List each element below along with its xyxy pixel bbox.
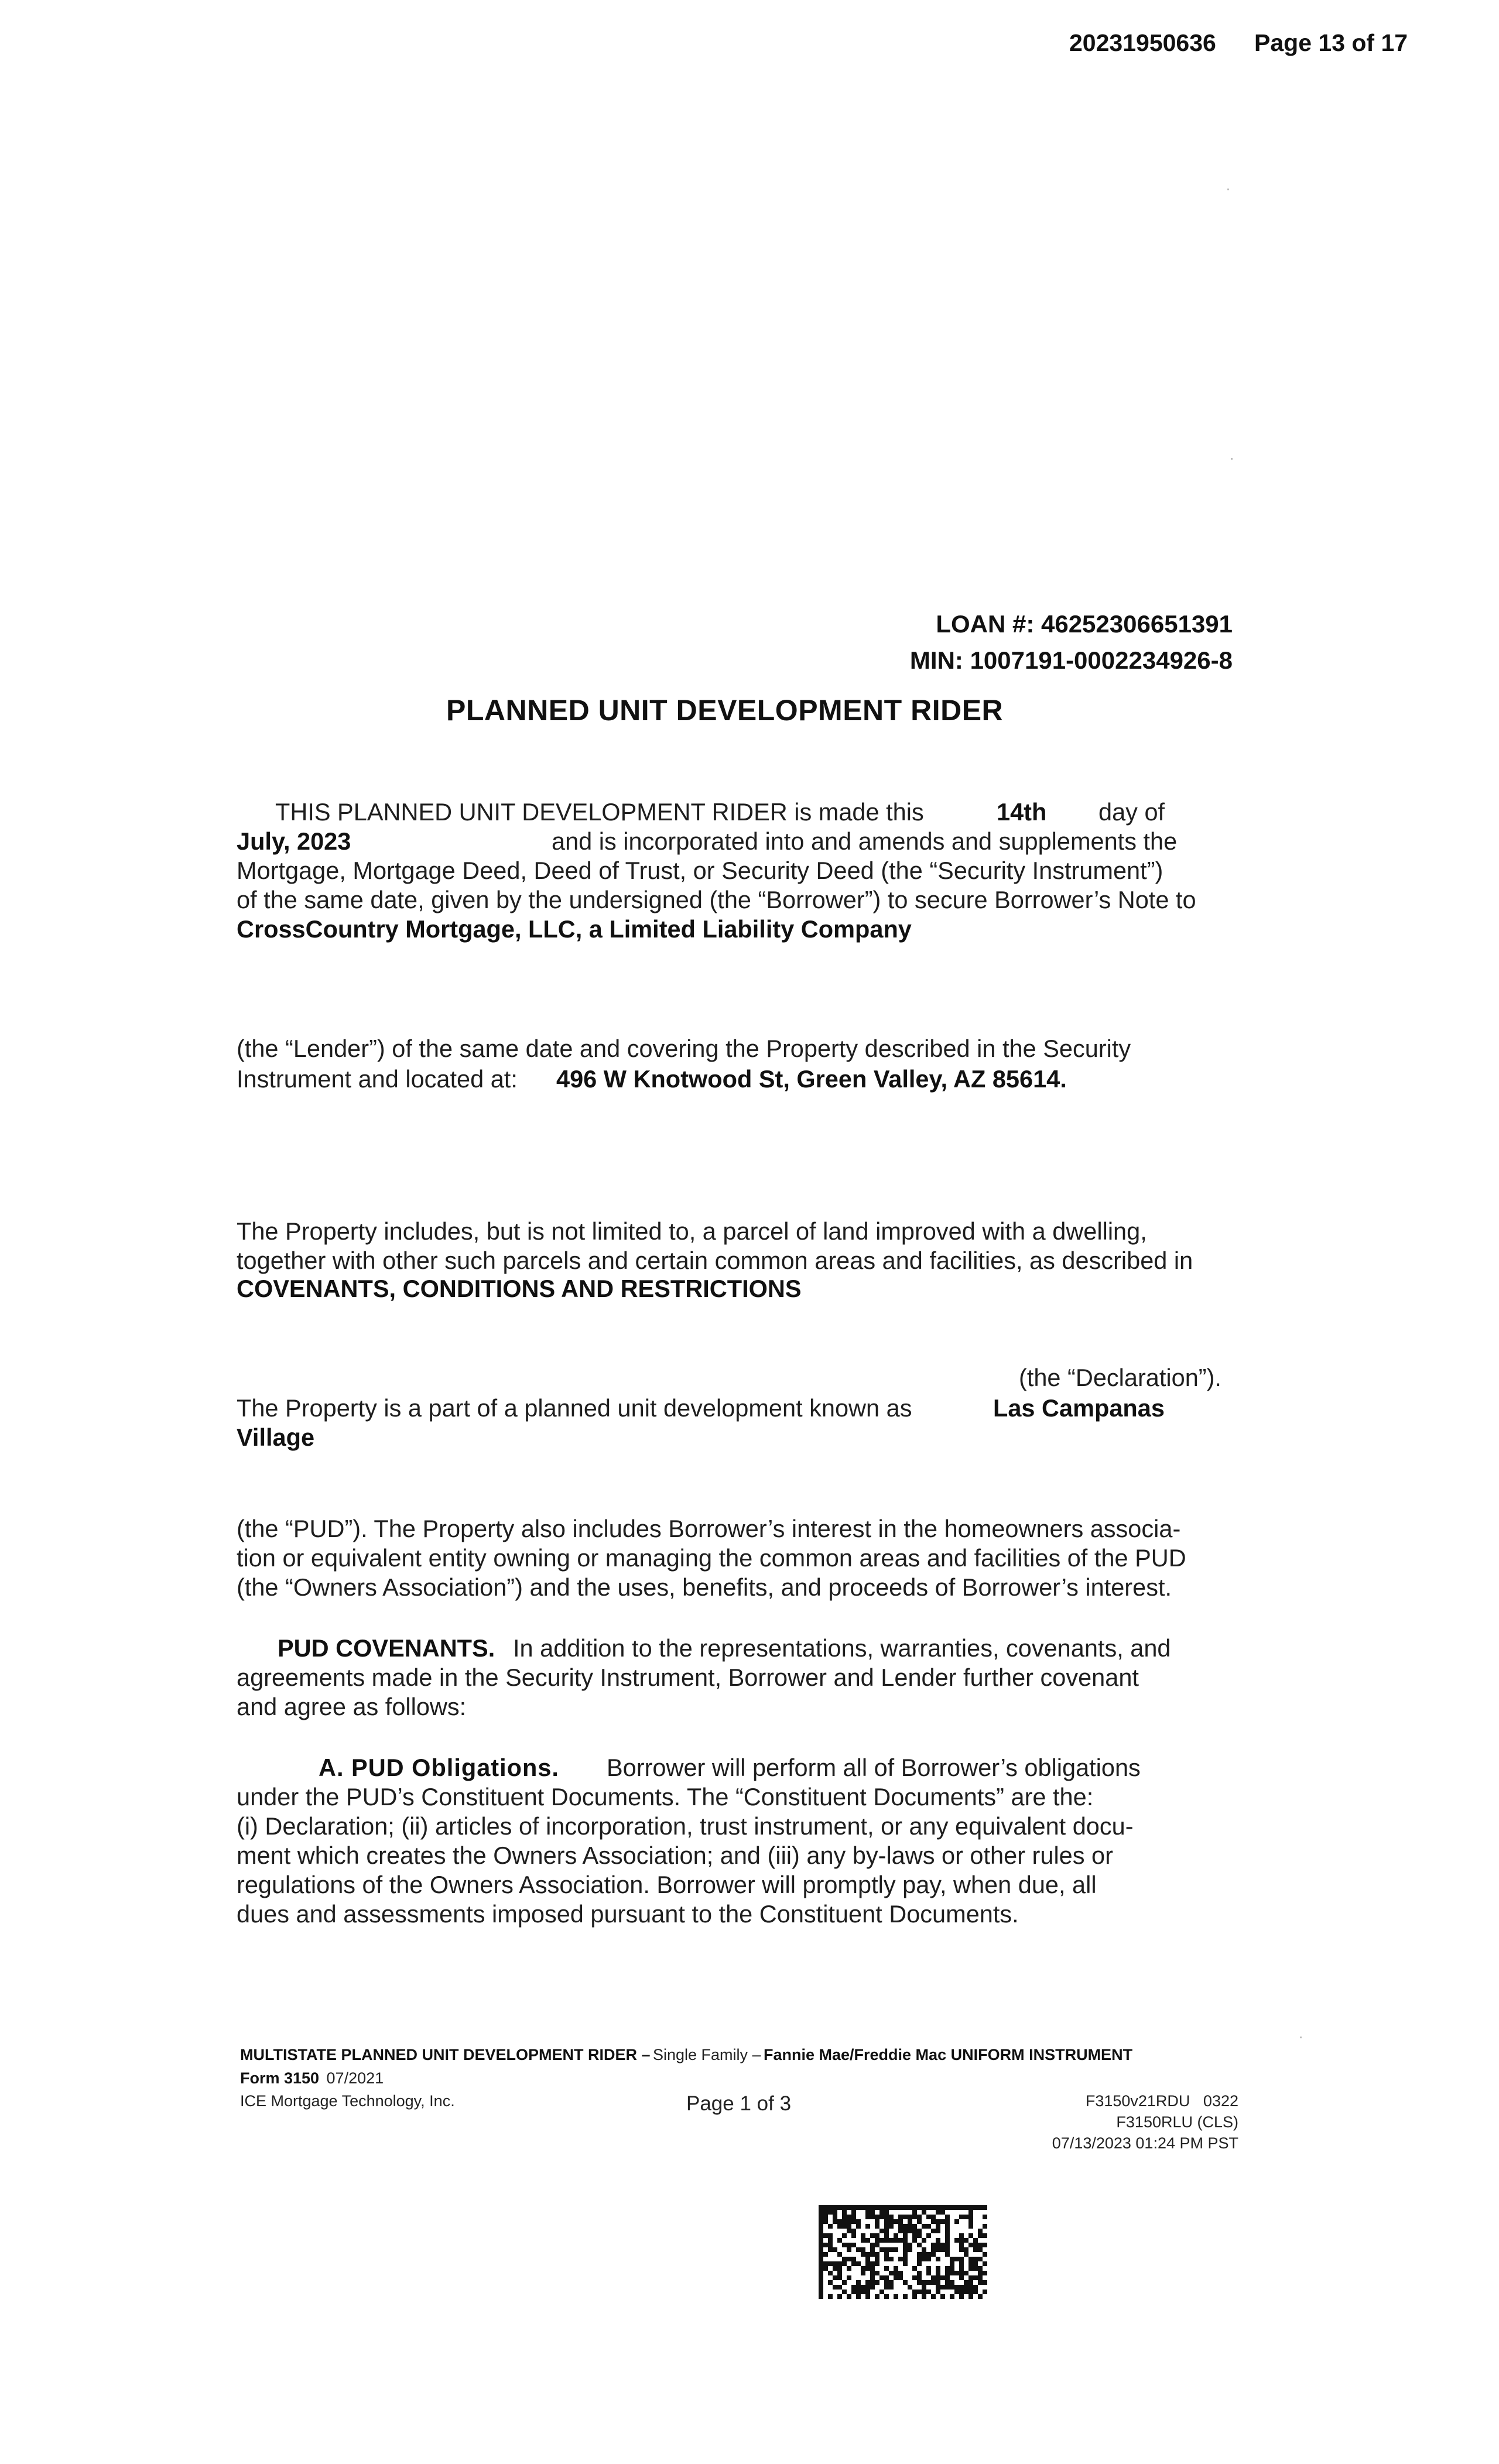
recording-page-label: Page 13 of 17	[1254, 29, 1408, 56]
intro-line-4: of the same date, given by the undersigned (the “Borrower”) to secure Borrower’s Note to	[237, 886, 1196, 913]
loan-number: LOAN #: 46252306651391	[936, 610, 1233, 638]
declaration-line-1: The Property includes, but is not limited to, a parcel of land improved with a dwelling,	[237, 1217, 1147, 1245]
footer-timestamp: 07/13/2023 01:24 PM PST	[1052, 2134, 1238, 2152]
section-a-line-3: (i) Declaration; (ii) articles of incorporation, trust instrument, or any equivalent docu-	[237, 1812, 1134, 1840]
intro-text: THIS PLANNED UNIT DEVELOPMENT RIDER is made this	[275, 798, 924, 826]
section-a-line-6: dues and assessments imposed pursuant to the Constituent Documents.	[237, 1900, 1019, 1928]
barcode-2d	[819, 2205, 987, 2299]
recording-number: 20231950636	[1069, 29, 1216, 56]
pud-line-1: (the “PUD”). The Property also includes Borrower’s interest in the homeowners associa-	[237, 1515, 1181, 1542]
pud-line-3: (the “Owners Association”) and the uses, benefits, and proceeds of Borrower’s interest.	[237, 1573, 1172, 1601]
declaration-line-2: together with other such parcels and certain common areas and facilities, as described in	[237, 1247, 1193, 1274]
pud-line-2: tion or equivalent entity owning or managing the common areas and facilities of the PUD	[237, 1544, 1186, 1572]
scan-speck	[1300, 2037, 1302, 2038]
covenants-line-3: and agree as follows:	[237, 1693, 467, 1720]
footer-rider-name: MULTISTATE PLANNED UNIT DEVELOPMENT RIDER –	[240, 2046, 651, 2063]
covenants-line-1: In addition to the representations, warranties, covenants, and	[513, 1634, 1171, 1662]
intro-line-3: Mortgage, Mortgage Deed, Deed of Trust, or Security Deed (the “Security Instrument”)	[237, 857, 1163, 884]
footer-form-label: Form 3150	[240, 2069, 320, 2087]
footer-code-2: F3150RLU (CLS)	[1116, 2113, 1238, 2131]
footer-code-1: F3150v21RDU 0322	[1085, 2092, 1238, 2110]
intro-line-1	[275, 798, 924, 827]
pud-name: Las Campanas	[993, 1394, 1165, 1422]
pud-known-as: The Property is a part of a planned unit development known as	[237, 1394, 912, 1422]
property-address: 496 W Knotwood St, Green Valley, AZ 85614.	[556, 1065, 1067, 1093]
section-a-line-1: Borrower will perform all of Borrower’s obligations	[607, 1754, 1141, 1781]
covenants-heading: PUD COVENANTS.	[278, 1634, 495, 1662]
intro-day-of: day of	[1098, 798, 1165, 826]
declaration-label: (the “Declaration”).	[1019, 1364, 1221, 1391]
footer-page: Page 1 of 3	[686, 2092, 792, 2115]
declaration-name: COVENANTS, CONDITIONS AND RESTRICTIONS	[237, 1275, 802, 1302]
footer-form-line	[240, 2069, 384, 2087]
page-title: PLANNED UNIT DEVELOPMENT RIDER	[446, 694, 1004, 727]
property-line-1: (the “Lender”) of the same date and covering the Property described in the Security	[237, 1035, 1131, 1062]
footer-company: ICE Mortgage Technology, Inc.	[240, 2092, 455, 2110]
scan-speck	[1227, 189, 1229, 190]
footer-form-title	[240, 2046, 1132, 2064]
rider-date: July, 2023	[237, 827, 351, 855]
pud-name-cont: Village	[237, 1423, 315, 1451]
scan-speck	[1231, 458, 1233, 460]
section-a-line-4: ment which creates the Owners Association; and (iii) any by-laws or other rules or	[237, 1842, 1113, 1869]
rider-day: 14th	[997, 798, 1047, 826]
section-a-line-2: under the PUD’s Constituent Documents. The “Constituent Documents” are the:	[237, 1783, 1094, 1811]
min-number: MIN: 1007191-0002234926-8	[909, 646, 1233, 674]
section-a-heading: A. PUD Obligations.	[319, 1754, 559, 1781]
footer-single-family: Single Family –	[652, 2046, 761, 2063]
lender-name: CrossCountry Mortgage, LLC, a Limited Liability Company	[237, 915, 912, 943]
covenants-line-2: agreements made in the Security Instrument, Borrower and Lender further covenant	[237, 1664, 1139, 1691]
footer-form-date: 07/2021	[326, 2069, 384, 2087]
footer-uniform-instrument: Fannie Mae/Freddie Mac UNIFORM INSTRUMENT	[764, 2046, 1133, 2063]
section-a-line-5: regulations of the Owners Association. Borrower will promptly pay, when due, all	[237, 1871, 1097, 1898]
property-line-2: Instrument and located at:	[237, 1065, 518, 1093]
intro-line-2: and is incorporated into and amends and supplements the	[552, 827, 1178, 855]
